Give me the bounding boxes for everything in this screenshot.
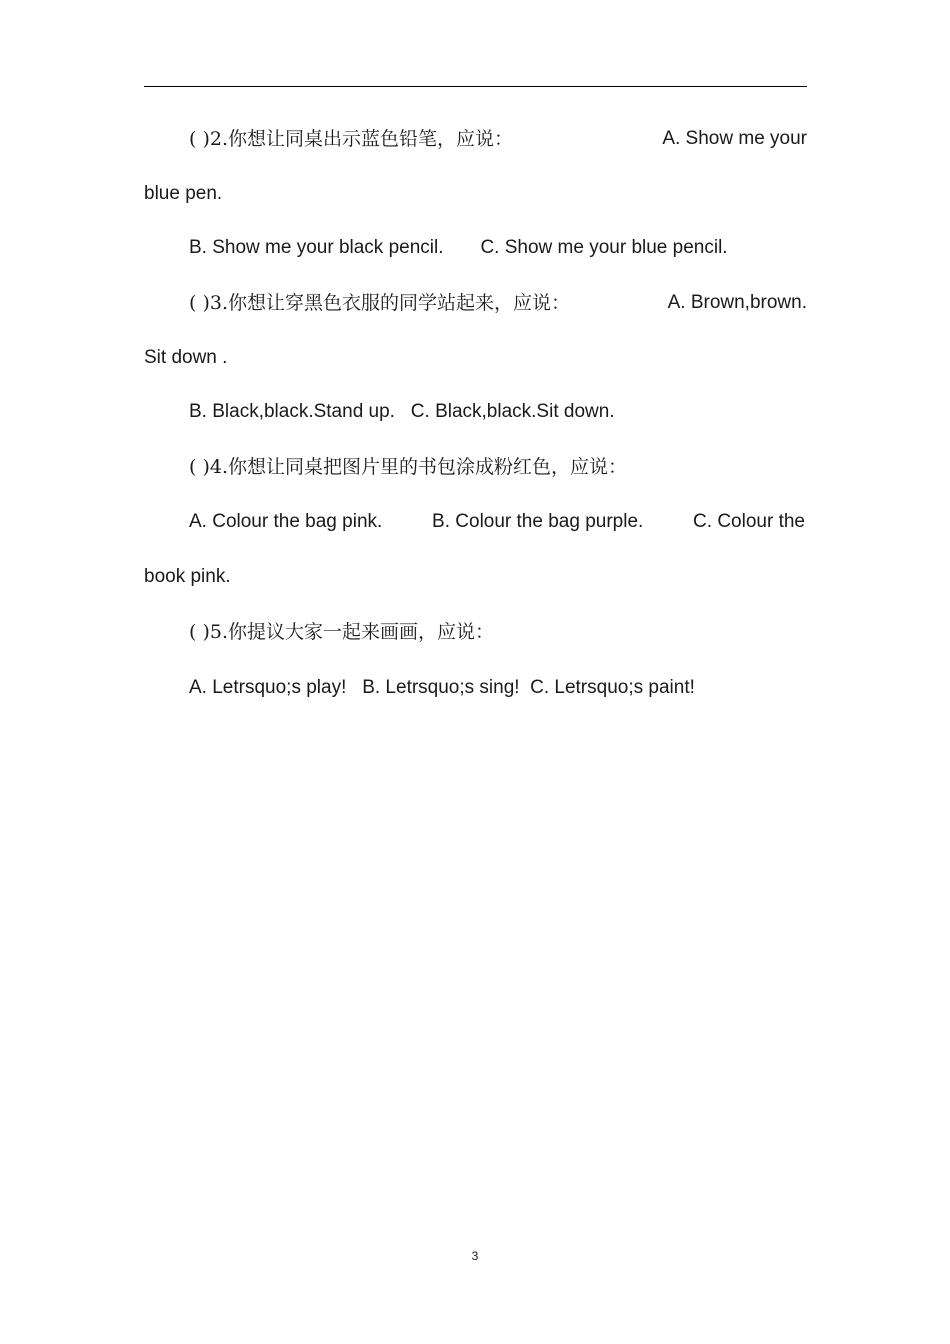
question-4-option-a: A. Colour the bag pink. bbox=[189, 511, 383, 532]
question-5-options: A. Letrsquo;s play! B. Letrsquo;s sing! C. Letrsquo;s paint! bbox=[189, 677, 695, 698]
question-2-prompt: ( )2.你想让同桌出示蓝色铅笔，应说： bbox=[189, 128, 513, 150]
question-3-option-a: A. Brown,brown. bbox=[667, 292, 807, 313]
question-2-options: B. Show me your black pencil. C. Show me your blue pencil. bbox=[189, 237, 728, 258]
question-4-wrap: book pink. bbox=[144, 566, 231, 587]
question-2-wrap: blue pen. bbox=[144, 183, 223, 204]
question-3-prompt: ( )3.你想让穿黑色衣服的同学站起来，应说： bbox=[189, 292, 570, 314]
question-4-options bbox=[189, 510, 805, 534]
question-3-options: B. Black,black.Stand up. C. Black,black.Sit down. bbox=[189, 401, 615, 422]
page-number: 3 bbox=[471, 1249, 479, 1263]
question-4-option-b: B. Colour the bag purple. bbox=[432, 511, 644, 532]
question-2-line bbox=[189, 127, 807, 151]
question-4-prompt: ( )4.你想让同桌把图片里的书包涂成粉红色，应说： bbox=[189, 456, 627, 478]
header-rule bbox=[144, 86, 807, 87]
question-3-line bbox=[189, 291, 807, 315]
question-2-option-a: A. Show me your bbox=[662, 128, 807, 149]
question-5-prompt: ( )5.你提议大家一起来画画，应说： bbox=[189, 621, 494, 643]
question-4-option-c: C. Colour the bbox=[693, 511, 805, 532]
question-3-wrap: Sit down . bbox=[144, 347, 228, 368]
